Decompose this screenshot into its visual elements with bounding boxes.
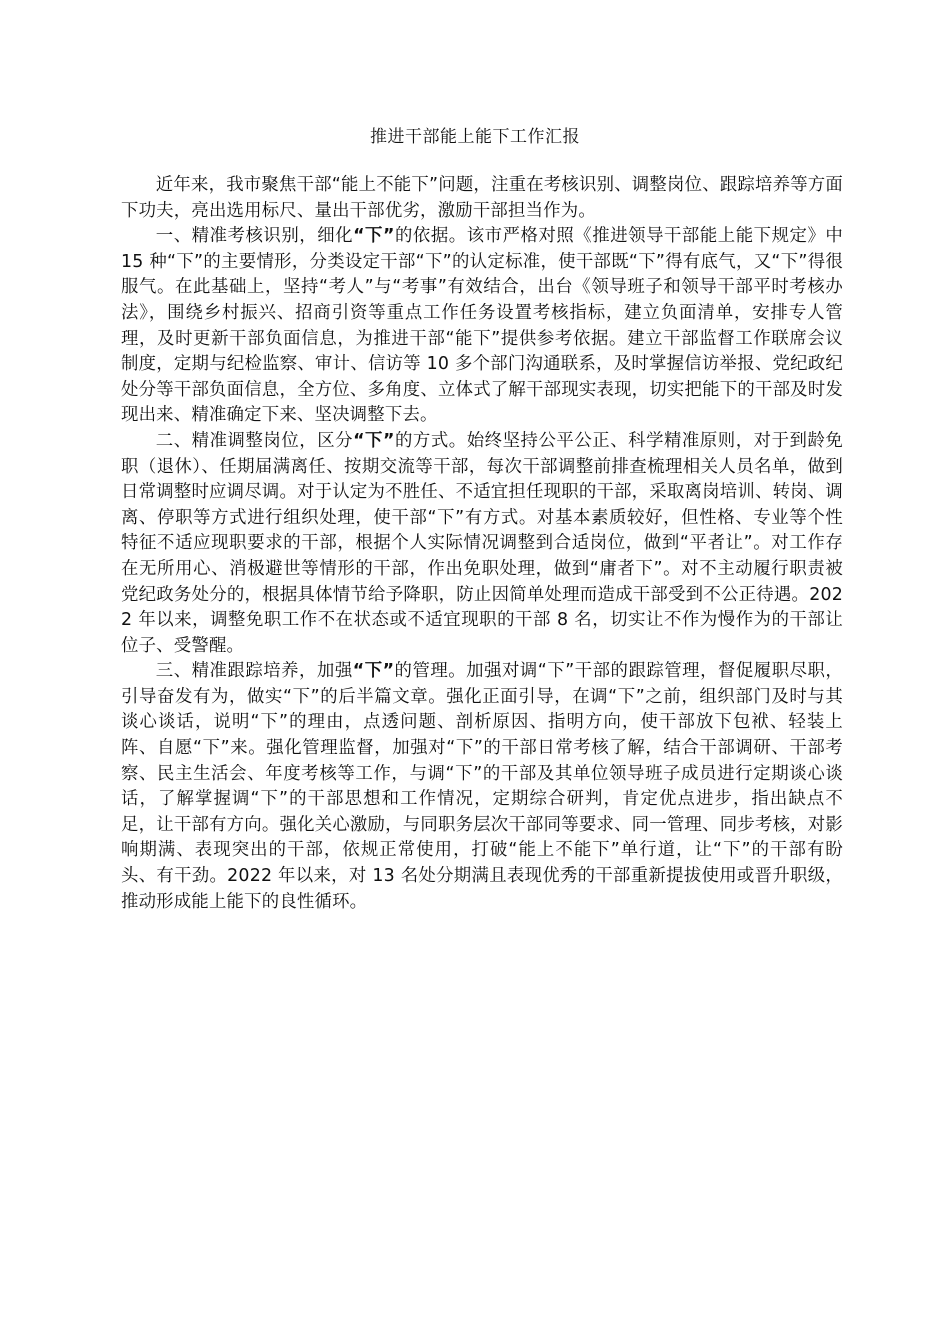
- section-2-heading-pre: 二、精准调整岗位，区分: [155, 430, 354, 451]
- section-2-paragraph: [121, 429, 843, 659]
- section-1-body: 该市严格对照《推进领导干部能上能下规定》中 15 种“下”的主要情形，分类设定干部“下”的认定标准，使干部既“下”得有底气，又“下”得很服气。在此基础上，坚持“考人”与“考事”有效结合，出台《领导班子和领导干部平时考核办法》，围绕乡村振兴、招商引资等重点工作任务设置考核指标，建立负面清单，安排专人管理，及时更新干部负面信息，为推进干部“能下”提供参考依据。建立干部监督工作联席会议制度，定期与纪检监察、审计、信访等 10 多个部门沟通联系，及时掌握信访举报、党纪政纪处分等干部负面信息，全方位、多角度、立体式了解干部现实表现，切实把能下的干部及时发现出来、精准确定下来、坚决调整下去。: [121, 226, 843, 426]
- section-1-paragraph: [121, 224, 843, 429]
- document-body: [121, 173, 843, 915]
- document-title: 推进干部能上能下工作汇报: [370, 127, 580, 147]
- section-3-paragraph: [121, 659, 843, 915]
- section-1-heading-key: “下”: [353, 226, 395, 247]
- section-1-heading-pre: 一、精准考核识别，细化: [155, 226, 354, 247]
- section-2-heading-post: 的方式。: [394, 430, 467, 451]
- intro-paragraph: 近年来，我市聚焦干部“能上不能下”问题，注重在考核识别、调整岗位、跟踪培养等方面下功夫，亮出选用标尺、量出干部优劣，激励干部担当作为。: [121, 175, 843, 221]
- section-3-body: 加强对调“下”干部的跟踪管理，督促履职尽职，引导奋发有为，做实“下”的后半篇文章。强化正面引导，在调“下”之前，组织部门及时与其谈心谈话，说明“下”的理由，点透问题、剖析原因、指明方向，使干部放下包袱、轻装上阵、自愿“下”来。强化管理监督，加强对“下”的干部日常考核了解，结合干部调研、干部考察、民主生活会、年度考核等工作，与调“下”的干部及其单位领导班子成员进行定期谈心谈话，了解掌握调“下”的干部思想和工作情况，定期综合研判，肯定优点进步，指出缺点不足，让干部有方向。强化关心激励，与同职务层次干部同等要求、同一管理、同步考核，对影响期满、表现突出的干部，依规正常使用，打破“能上不能下”单行道，让“下”的干部有盼头、有干劲。2022 年以来，对 13 名处分期满且表现优秀的干部重新提拔使用或晋升职级，推动形成能上能下的良性循环。: [121, 661, 843, 912]
- section-2-body: 始终坚持公平公正、科学精准原则，对于到龄免职（退休）、任期届满离任、按期交流等干部，每次干部调整前排查梳理相关人员名单，做到日常调整时应调尽调。对于认定为不胜任、不适宜担任现职的干部，采取离岗培训、转岗、调离、停职等方式进行组织处理，使干部“下”有方式。对基本素质较好，但性格、专业等个性特征不适应现职要求的干部，根据个人实际情况调整到合适岗位，做到“平者让”。对工作存在无所用心、消极避世等情形的干部，作出免职处理，做到“庸者下”。对不主动履行职责被党纪政务处分的，根据具体情节给予降职，防止因简单处理而造成干部受到不公正待遇。2022 年以来，调整免职工作不在状态或不适宜现职的干部 8 名，切实让不作为慢作为的干部让位子、受警醒。: [121, 430, 843, 656]
- section-3-heading-key: “下”: [352, 661, 395, 682]
- section-1-heading-post: 的依据。: [394, 226, 467, 247]
- section-3-heading-post: 的管理。: [394, 661, 467, 682]
- section-2-heading-key: “下”: [353, 430, 395, 451]
- section-3-heading-pre: 三、精准跟踪培养，加强: [155, 661, 353, 682]
